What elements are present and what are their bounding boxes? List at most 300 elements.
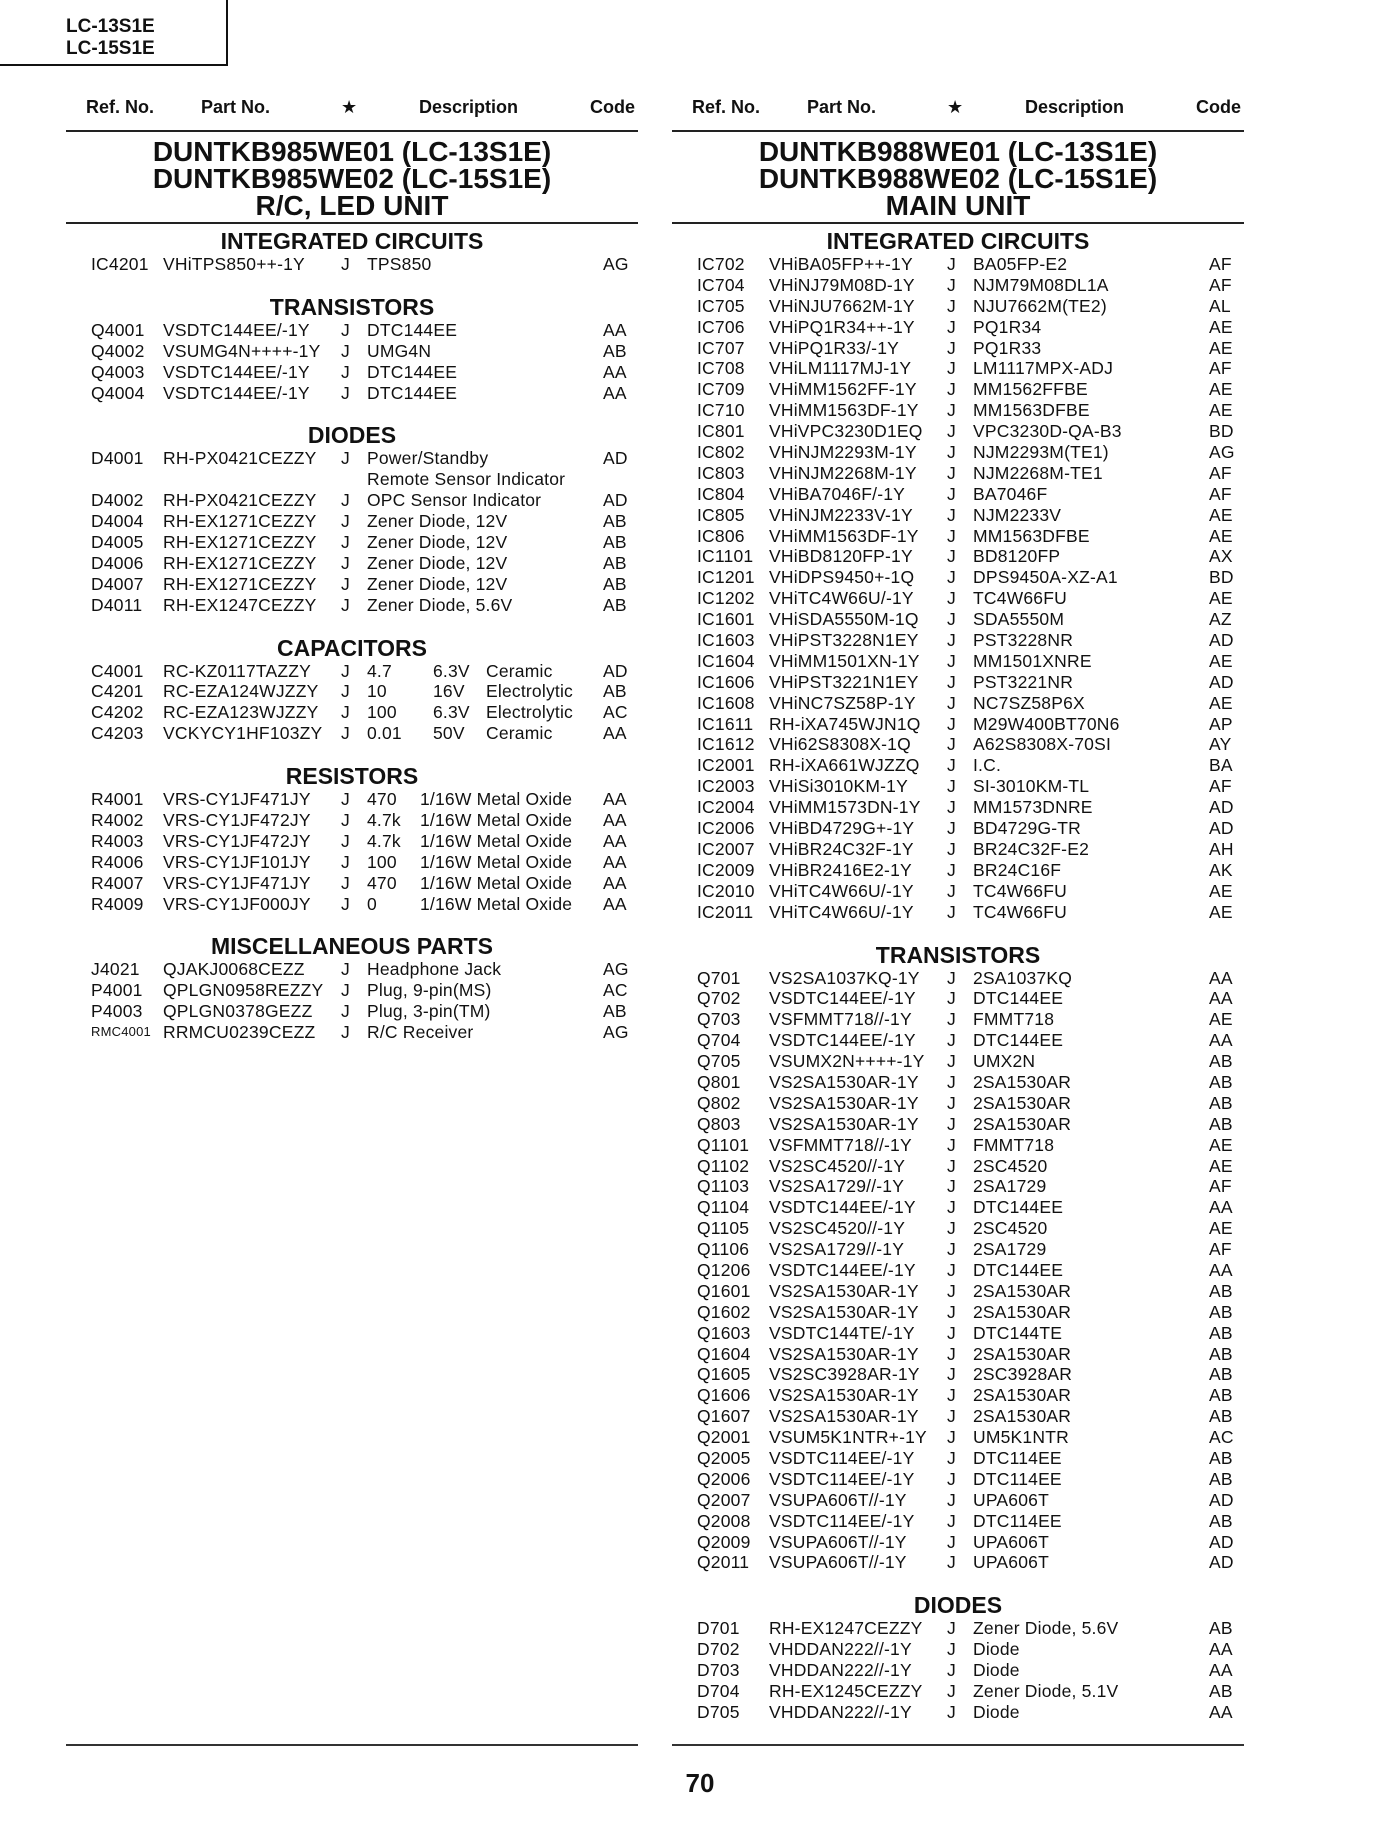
part-no: VHiPST3221N1EY: [769, 671, 919, 692]
part-no: VHDDAN222//-1Y: [769, 1660, 912, 1681]
column-header-right: [672, 94, 1244, 132]
ref-no: D4002: [91, 490, 144, 511]
parts-list: [66, 959, 638, 1043]
price-code: AF: [1209, 462, 1232, 483]
part-no: RRMCU0239CEZZ: [163, 1022, 316, 1043]
description: MM1563DFBE: [973, 525, 1090, 546]
price-code: AD: [1209, 671, 1234, 692]
parts-row: [672, 1281, 1244, 1302]
part-no: VHiPQ1R34++-1Y: [769, 316, 915, 337]
price-code: AB: [1209, 1092, 1233, 1113]
mark: J: [341, 893, 350, 914]
price-code: BD: [1209, 421, 1234, 442]
price-code: AE: [1209, 525, 1233, 546]
description: UMG4N: [367, 340, 432, 361]
ref-no: Q1605: [697, 1364, 751, 1385]
parts-row: [66, 320, 638, 341]
description: UM5K1NTR: [973, 1427, 1069, 1448]
ref-no: D4001: [91, 448, 144, 469]
ref-no: Q1102: [697, 1155, 750, 1176]
mark: J: [947, 1385, 956, 1406]
description: Power/Standby: [367, 448, 489, 469]
part-no: RH-EX1245CEZZY: [769, 1681, 923, 1701]
mark: J: [341, 594, 350, 615]
parts-row: [66, 595, 638, 616]
mark: J: [341, 511, 350, 532]
parts-row: [672, 1176, 1244, 1197]
part-no: VRS-CY1JF000JY: [163, 893, 311, 914]
mark: J: [341, 810, 350, 831]
price-code: AC: [603, 702, 628, 723]
price-code: AB: [603, 594, 627, 615]
section-title: INTEGRATED CIRCUITS: [220, 228, 484, 254]
mark: J: [947, 1343, 956, 1364]
unit-title-line: R/C, LED UNIT: [255, 190, 449, 221]
ref-no: IC803: [697, 462, 745, 483]
price-code: AB: [1209, 1681, 1233, 1701]
parts-row: [66, 1022, 638, 1043]
mark: J: [947, 650, 956, 671]
description: A62S8308X-70SI: [973, 734, 1112, 755]
ref-no: Q1603: [697, 1322, 751, 1343]
mark: J: [947, 1468, 956, 1489]
parts-row: [66, 511, 638, 532]
part-no: VHDDAN222//-1Y: [769, 1701, 912, 1722]
part-no: VRS-CY1JF471JY: [163, 872, 311, 893]
mark: J: [947, 1051, 956, 1072]
description: Remote Sensor Indicator: [367, 469, 566, 490]
price-code: AE: [1209, 316, 1233, 337]
parts-row: [672, 609, 1244, 630]
price-code: AG: [1209, 442, 1235, 463]
mark: J: [947, 1552, 956, 1573]
price-code: AE: [1209, 1134, 1233, 1155]
description: NC7SZ58P6X: [973, 692, 1085, 713]
voltage: 6.3V: [433, 702, 470, 723]
mark: J: [947, 797, 956, 818]
part-no: VS2SA1530AR-1Y: [769, 1092, 919, 1113]
part-no: VHiBR2416E2-1Y: [769, 859, 912, 880]
ref-no: C4202: [91, 702, 144, 723]
parts-row: [672, 1093, 1244, 1114]
ref-no: IC4201: [91, 254, 149, 274]
parts-row: [66, 810, 638, 831]
ref-no: Q2005: [697, 1447, 751, 1468]
mark: J: [341, 382, 350, 403]
description: NJU7662M(TE2): [973, 295, 1107, 316]
description: DTC144EE: [973, 1259, 1064, 1280]
price-code: AC: [1209, 1427, 1234, 1448]
part-no: QJAKJ0068CEZZ: [163, 959, 305, 980]
mark: J: [947, 1218, 956, 1239]
description: DTC144EE: [973, 1197, 1064, 1218]
cap-type: Electrolytic: [486, 702, 574, 723]
description: Plug, 3-pin(TM): [367, 1001, 491, 1022]
mark: J: [947, 1322, 956, 1343]
ref-no: D4004: [91, 511, 144, 532]
part-no: RH-EX1271CEZZY: [163, 532, 317, 553]
unit-title-line: DUNTKB985WE01 (LC-13S1E): [152, 136, 552, 167]
ref-no: IC804: [697, 483, 745, 504]
parts-row: [66, 702, 638, 723]
part-no: RH-PX0421CEZZY: [163, 448, 317, 469]
price-code: AB: [1209, 1364, 1233, 1385]
res-type: 1/16W Metal Oxide: [420, 810, 573, 831]
ref-no: IC2003: [697, 776, 755, 797]
ref-no: IC2001: [697, 755, 755, 776]
value: 100: [367, 702, 397, 723]
price-code: AE: [1209, 379, 1233, 400]
ref-no: IC2010: [697, 880, 755, 901]
ref-no: Q4002: [91, 340, 145, 361]
parts-row: [672, 1114, 1244, 1135]
ref-no: Q704: [697, 1030, 741, 1051]
section-title: TRANSISTORS: [875, 941, 1041, 968]
price-code: AE: [1209, 588, 1233, 609]
part-no: VHiLM1117MJ-1Y: [769, 358, 912, 379]
parts-row: [672, 1051, 1244, 1072]
value: 0.01: [367, 723, 402, 744]
ref-no: R4009: [91, 893, 144, 914]
ref-no: Q4001: [91, 319, 145, 340]
ref-no: IC710: [697, 400, 745, 421]
parts-row: [672, 1406, 1244, 1427]
mark: J: [947, 1406, 956, 1427]
parts-row: [66, 383, 638, 404]
price-code: AE: [1209, 337, 1233, 358]
ref-no: Q4004: [91, 382, 145, 403]
parts-row: [66, 681, 638, 702]
description: Zener Diode, 12V: [367, 573, 508, 594]
ref-no: Q1602: [697, 1301, 751, 1322]
description: R/C Receiver: [367, 1022, 474, 1043]
ref-no: IC709: [697, 379, 745, 400]
ref-no: IC1101: [697, 546, 754, 567]
mark: J: [341, 319, 350, 340]
description: 2SC4520: [973, 1155, 1048, 1176]
ref-no: D705: [697, 1701, 740, 1722]
value: 4.7k: [367, 830, 401, 851]
mark: J: [947, 358, 956, 379]
parts-row: [672, 1511, 1244, 1532]
ref-no: Q702: [697, 988, 741, 1009]
part-no: QPLGN0378GEZZ: [163, 1001, 313, 1022]
ref-no: D704: [697, 1681, 740, 1701]
parts-row: [672, 1135, 1244, 1156]
price-code: AF: [1209, 1176, 1232, 1197]
part-no: RC-KZ0117TAZZY: [163, 660, 312, 681]
price-code: AE: [1209, 901, 1233, 922]
mark: J: [947, 421, 956, 442]
description: DPS9450A-XZ-A1: [973, 567, 1118, 588]
ref-no: IC1612: [697, 734, 755, 755]
section-title: CAPACITORS: [277, 634, 427, 661]
description: 2SA1530AR: [973, 1385, 1072, 1406]
part-no: VHi62S8308X-1Q: [769, 734, 911, 755]
mark: J: [341, 723, 350, 744]
parts-row: [66, 873, 638, 894]
mark: J: [947, 1489, 956, 1510]
mark: J: [947, 400, 956, 421]
price-code: AE: [1209, 650, 1233, 671]
mark: J: [947, 379, 956, 400]
price-code: AB: [603, 1001, 627, 1022]
part-no: VHiTPS850++-1Y: [163, 254, 305, 274]
mark: J: [341, 702, 350, 723]
section-title: RESISTORS: [285, 763, 419, 790]
part-no: VS2SC3928AR-1Y: [769, 1364, 920, 1385]
parts-row: [66, 831, 638, 852]
mark: J: [947, 1639, 956, 1660]
header-star: ★: [947, 97, 964, 117]
parts-row: [672, 567, 1244, 588]
price-code: AX: [1209, 546, 1233, 567]
parts-row: [672, 630, 1244, 651]
parts-list: [66, 254, 638, 275]
value: 4.7: [367, 660, 392, 681]
part-no: VRS-CY1JF472JY: [163, 830, 311, 851]
parts-row: [672, 1302, 1244, 1323]
parts-row: [66, 553, 638, 574]
description: NJM79M08DL1A: [973, 274, 1109, 295]
description: FMMT718: [973, 1134, 1055, 1155]
mark: J: [947, 1301, 956, 1322]
mark: J: [947, 859, 956, 880]
price-code: AF: [1209, 358, 1232, 379]
part-no: VS2SA1530AR-1Y: [769, 1301, 919, 1322]
parts-row: [672, 1490, 1244, 1511]
description: Diode: [973, 1639, 1020, 1660]
parts-row: [672, 1618, 1244, 1639]
mark: J: [947, 1155, 956, 1176]
price-code: AB: [603, 532, 627, 553]
ref-no: IC805: [697, 504, 745, 525]
price-code: AE: [1209, 692, 1233, 713]
header-star: ★: [341, 97, 358, 117]
part-no: VRS-CY1JF101JY: [163, 851, 311, 872]
parts-row: [672, 881, 1244, 902]
description: DTC114EE: [973, 1510, 1062, 1531]
price-code: AB: [1209, 1406, 1233, 1427]
parts-row: [66, 341, 638, 362]
parts-row: [672, 968, 1244, 989]
ref-no: Q802: [697, 1092, 741, 1113]
ref-no: D703: [697, 1660, 740, 1681]
price-code: AA: [603, 319, 627, 340]
description: Plug, 9-pin(MS): [367, 980, 492, 1001]
parts-row: [672, 1660, 1244, 1681]
res-type: 1/16W Metal Oxide: [420, 893, 573, 914]
price-code: AG: [603, 959, 629, 980]
description: 2SA1530AR: [973, 1071, 1072, 1092]
price-code: AB: [1209, 1322, 1233, 1343]
parts-row: [672, 296, 1244, 317]
price-code: BD: [1209, 567, 1234, 588]
part-no: RH-EX1271CEZZY: [163, 511, 317, 532]
price-code: AY: [1209, 734, 1232, 755]
ref-no: D702: [697, 1639, 740, 1660]
part-no: VS2SA1729//-1Y: [769, 1239, 905, 1260]
part-no: VHDDAN222//-1Y: [769, 1639, 912, 1660]
description: VPC3230D-QA-B3: [973, 421, 1122, 442]
value: 10: [367, 681, 387, 702]
header-ref-no: Ref. No.: [86, 97, 155, 117]
parts-row: [672, 588, 1244, 609]
ref-no: P4003: [91, 1001, 143, 1022]
mark: J: [947, 1071, 956, 1092]
ref-no: C4201: [91, 681, 144, 702]
part-no: VSUPA606T//-1Y: [769, 1552, 907, 1573]
parts-row: [672, 1702, 1244, 1723]
price-code: AL: [1209, 295, 1231, 316]
description: Zener Diode, 12V: [367, 511, 508, 532]
parts-row: [66, 894, 638, 915]
part-no: VHiSDA5550M-1Q: [769, 609, 919, 630]
ref-no: R4002: [91, 810, 144, 831]
ref-no: IC801: [697, 421, 745, 442]
part-no: VSFMMT718//-1Y: [769, 1134, 912, 1155]
description: 2SC4520: [973, 1218, 1048, 1239]
mark: J: [947, 1364, 956, 1385]
part-no: VS2SA1530AR-1Y: [769, 1385, 919, 1406]
price-code: AD: [603, 660, 628, 681]
price-code: AB: [603, 340, 627, 361]
price-code: BA: [1209, 755, 1233, 776]
parts-row: [672, 1323, 1244, 1344]
column-header-left: [66, 94, 638, 132]
price-code: AF: [1209, 254, 1232, 274]
part-no: VSDTC144TE/-1Y: [769, 1322, 915, 1343]
parts-row: [672, 254, 1244, 275]
ref-no: D4006: [91, 552, 144, 573]
description: NJM2268M-TE1: [973, 462, 1103, 483]
description: 2SA1530AR: [973, 1406, 1072, 1427]
part-no: VSDTC114EE/-1Y: [769, 1468, 915, 1489]
ref-no: Q1104: [697, 1197, 750, 1218]
ref-no: IC802: [697, 442, 745, 463]
description: BA05FP-E2: [973, 254, 1068, 274]
part-no: QPLGN0958REZZY: [163, 980, 324, 1001]
parts-row: [672, 338, 1244, 359]
ref-no: Q2008: [697, 1510, 751, 1531]
price-code: AZ: [1209, 609, 1232, 630]
parts-list: [672, 254, 1244, 923]
mark: J: [947, 1660, 956, 1681]
price-code: AD: [1209, 1489, 1234, 1510]
mark: J: [947, 776, 956, 797]
description: UPA606T: [973, 1531, 1049, 1552]
parts-list: [66, 320, 638, 404]
ref-no: D4007: [91, 573, 144, 594]
part-no: VS2SA1729//-1Y: [769, 1176, 905, 1197]
price-code: AB: [603, 681, 627, 702]
ref-no: IC1201: [697, 567, 755, 588]
parts-row: [672, 672, 1244, 693]
price-code: AB: [1209, 1280, 1233, 1301]
description: Zener Diode, 5.6V: [367, 594, 513, 615]
mark: J: [341, 490, 350, 511]
mark: J: [947, 1009, 956, 1030]
part-no: VSDTC114EE/-1Y: [769, 1510, 915, 1531]
parts-row: [672, 546, 1244, 567]
parts-row: [672, 1218, 1244, 1239]
parts-row: [672, 1009, 1244, 1030]
description: BD4729G-TR: [973, 818, 1082, 839]
parts-row: [672, 358, 1244, 379]
cap-type: Ceramic: [486, 660, 553, 681]
section-title: INTEGRATED CIRCUITS: [826, 228, 1090, 254]
ref-no: IC706: [697, 316, 745, 337]
price-code: AA: [603, 810, 627, 831]
part-no: VHiNJM2268M-1Y: [769, 462, 917, 483]
ref-no: Q1106: [697, 1239, 750, 1260]
description: 2SC3928AR: [973, 1364, 1073, 1385]
ref-no: IC1202: [697, 588, 755, 609]
ref-no: Q705: [697, 1051, 741, 1072]
parts-row: [672, 379, 1244, 400]
parts-row: [672, 839, 1244, 860]
parts-row: [672, 1681, 1244, 1702]
part-no: VSUMX2N++++-1Y: [769, 1051, 925, 1072]
description: 2SA1530AR: [973, 1092, 1072, 1113]
part-no: RC-EZA124WJZZY: [163, 681, 319, 702]
ref-no: J4021: [91, 959, 140, 980]
parts-row: [672, 400, 1244, 421]
price-code: AD: [603, 448, 628, 469]
part-no: VHiNC7SZ58P-1Y: [769, 692, 916, 713]
parts-row: [672, 714, 1244, 735]
parts-row: [672, 902, 1244, 923]
header-part-no: Part No.: [201, 97, 271, 117]
part-no: VS2SA1530AR-1Y: [769, 1071, 919, 1092]
parts-list: [672, 968, 1244, 1574]
mark: J: [341, 660, 350, 681]
part-no: VS2SA1530AR-1Y: [769, 1343, 919, 1364]
price-code: AG: [603, 254, 629, 274]
part-no: VS2SA1530AR-1Y: [769, 1280, 919, 1301]
parts-row: [672, 860, 1244, 881]
description: BR24C16F: [973, 859, 1062, 880]
ref-no: IC702: [697, 254, 745, 274]
parts-row: [672, 526, 1244, 547]
part-no: VHiBD4729G+-1Y: [769, 818, 915, 839]
mark: J: [341, 254, 350, 274]
ref-no: IC2011: [697, 901, 754, 922]
value: 470: [367, 872, 397, 893]
part-no: VHiBR24C32F-1Y: [769, 838, 914, 859]
part-no: VSDTC144EE/-1Y: [163, 361, 310, 382]
price-code: AE: [1209, 504, 1233, 525]
description: OPC Sensor Indicator: [367, 490, 542, 511]
description: BD8120FP: [973, 546, 1061, 567]
ref-no: IC2007: [697, 838, 755, 859]
ref-no: Q1206: [697, 1259, 751, 1280]
ref-no: Q2007: [697, 1489, 751, 1510]
parts-list: [66, 661, 638, 745]
description: PST3228NR: [973, 630, 1074, 651]
part-no: VHiBD8120FP-1Y: [769, 546, 913, 567]
description: I.C.: [973, 755, 1002, 776]
description: TC4W66FU: [973, 880, 1067, 901]
ref-no: Q2006: [697, 1468, 751, 1489]
parts-row: [672, 1469, 1244, 1490]
mark: J: [947, 609, 956, 630]
ref-no: R4001: [91, 789, 144, 810]
price-code: AB: [603, 552, 627, 573]
part-no: VHiMM1501XN-1Y: [769, 650, 920, 671]
model-label-15: LC-15S1E: [66, 38, 155, 59]
mark: J: [947, 254, 956, 274]
